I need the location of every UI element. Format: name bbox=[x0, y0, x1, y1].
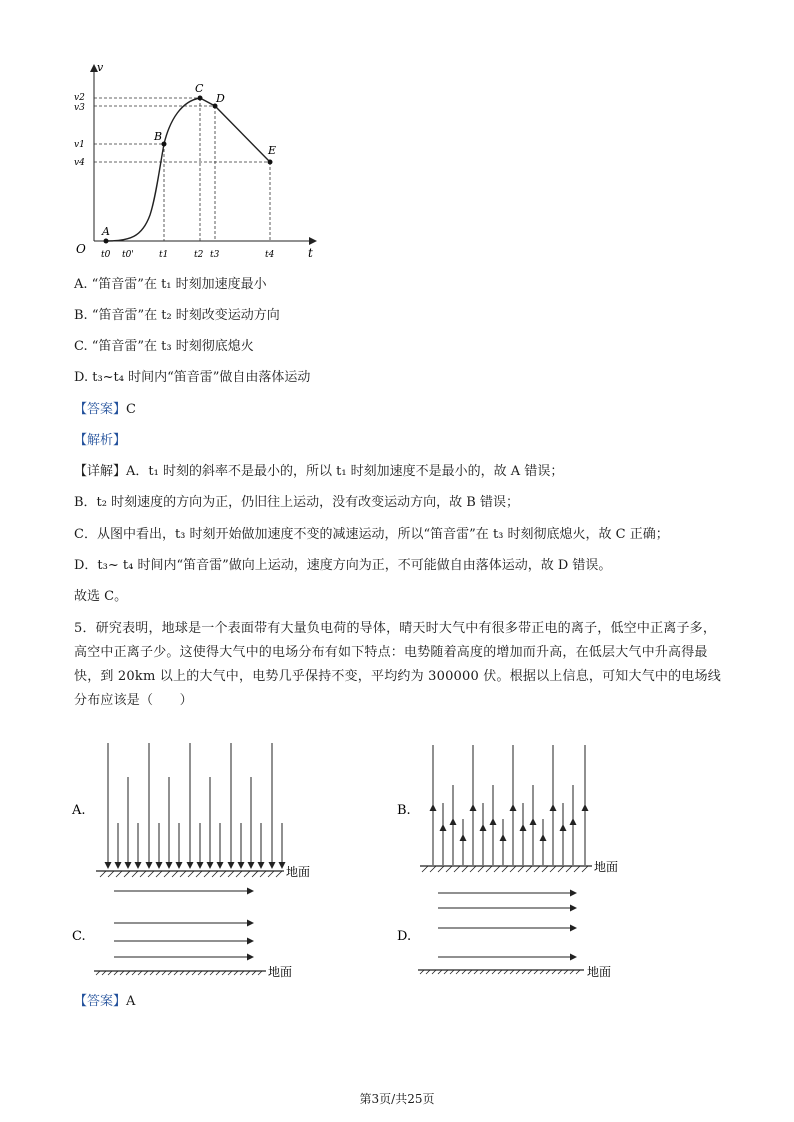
detail-tag: 【详解】 bbox=[74, 464, 127, 479]
x-tick-t3: t3 bbox=[210, 250, 220, 260]
q4-option-c: C. “笛音雷”在 t₃ 时刻彻底熄火 bbox=[74, 339, 254, 354]
fig-C bbox=[114, 891, 253, 957]
q5-answer-value: A bbox=[126, 994, 136, 1009]
q4-option-b: B. “笛音雷”在 t₂ 时刻改变运动方向 bbox=[74, 308, 280, 323]
page-footer: 第3页/共25页 bbox=[359, 1092, 435, 1106]
x-tick-t2: t2 bbox=[194, 250, 204, 260]
ground-D bbox=[418, 970, 584, 974]
label-B: B. bbox=[397, 803, 411, 818]
q5-answer bbox=[74, 993, 135, 1011]
point-label-A: A bbox=[102, 225, 110, 238]
label-A: A. bbox=[72, 803, 86, 818]
q5-figures bbox=[60, 735, 660, 995]
point-A bbox=[104, 239, 109, 244]
q4-detail-4: D．t₃~ t₄ 时间内“笛音雷”做向上运动，速度方向为正，不可能做自由落体运动，故 D 错误。 bbox=[74, 558, 612, 573]
q4-conclusion: 故选 C。 bbox=[74, 589, 128, 604]
answer-value: C bbox=[126, 402, 136, 417]
q4-detail-1 bbox=[74, 463, 563, 481]
x-axis-label: t bbox=[308, 246, 313, 260]
fig-D bbox=[438, 893, 576, 957]
point-label-B: B bbox=[154, 130, 163, 143]
q4-answer bbox=[74, 401, 136, 419]
point-label-E: E bbox=[268, 144, 277, 157]
ground-label-A: 地面 bbox=[286, 865, 311, 879]
ground-A bbox=[96, 871, 284, 877]
label-C: C. bbox=[72, 929, 86, 944]
q4-option-d: D. t₃~t₄ 时间内“笛音雷”做自由落体运动 bbox=[74, 370, 311, 385]
point-E bbox=[268, 160, 273, 165]
fig-A bbox=[108, 743, 282, 868]
velocity-curve bbox=[106, 98, 270, 241]
point-label-D: D bbox=[216, 92, 225, 105]
y-tick-v2: v2 bbox=[74, 93, 85, 103]
x-tick-t1: t1 bbox=[159, 250, 169, 260]
answer-tag: 【答案】 bbox=[74, 402, 127, 417]
label-D: D. bbox=[397, 929, 412, 944]
y-tick-v1: v1 bbox=[74, 140, 85, 150]
ground-label-D: 地面 bbox=[587, 965, 612, 979]
x-tick-t0p: t0' bbox=[122, 250, 134, 260]
y-axis-label: v bbox=[97, 61, 104, 74]
point-label-C: C bbox=[195, 82, 204, 95]
q4-detail-3: C．从图中看出，t₃ 时刻开始做加速度不变的减速运动，所以“笛音雷”在 t₃ 时刻彻底熄火，故 C 正确； bbox=[74, 527, 669, 542]
origin-label: O bbox=[76, 242, 86, 256]
ground-label-B: 地面 bbox=[594, 860, 619, 874]
detail-line-1: A．t₁ 时刻的斜率不是最小的，所以 t₁ 时刻加速度不是最小的，故 A 错误； bbox=[126, 464, 564, 479]
vt-graph bbox=[70, 55, 330, 265]
fig-B bbox=[433, 745, 585, 865]
ground-B bbox=[420, 866, 592, 872]
y-tick-v4: v4 bbox=[74, 158, 85, 168]
x-tick-t0: t0 bbox=[101, 250, 111, 260]
point-C bbox=[198, 96, 203, 101]
ground-label-C: 地面 bbox=[268, 965, 293, 979]
point-B bbox=[162, 142, 167, 147]
q5-question: 5．研究表明，地球是一个表面带有大量负电荷的导体，晴天时大气中有很多带正电的离子，低空中正离子多，高空中正离子少。这使得大气中的电场分布有如下特点：电势随着高度的增加而升高，在低层大气中升高得最快，到 20km 以上的大气中，电势几乎保持不变，平均约为 300000 伏。根据以上信息，可知大气中的电场线分布应该是（ ） bbox=[74, 621, 721, 708]
q4-analysis-tag: 【解析】 bbox=[74, 433, 127, 448]
q5-answer-tag: 【答案】 bbox=[74, 994, 127, 1009]
x-tick-t4: t4 bbox=[265, 250, 275, 260]
q4-detail-2: B．t₂ 时刻速度的方向为正，仍旧往上运动，没有改变运动方向，故 B 错误； bbox=[74, 495, 519, 510]
ground-C bbox=[94, 971, 266, 975]
q4-option-a: A. “笛音雷”在 t₁ 时刻加速度最小 bbox=[74, 277, 267, 292]
y-tick-v3: v3 bbox=[74, 103, 85, 113]
